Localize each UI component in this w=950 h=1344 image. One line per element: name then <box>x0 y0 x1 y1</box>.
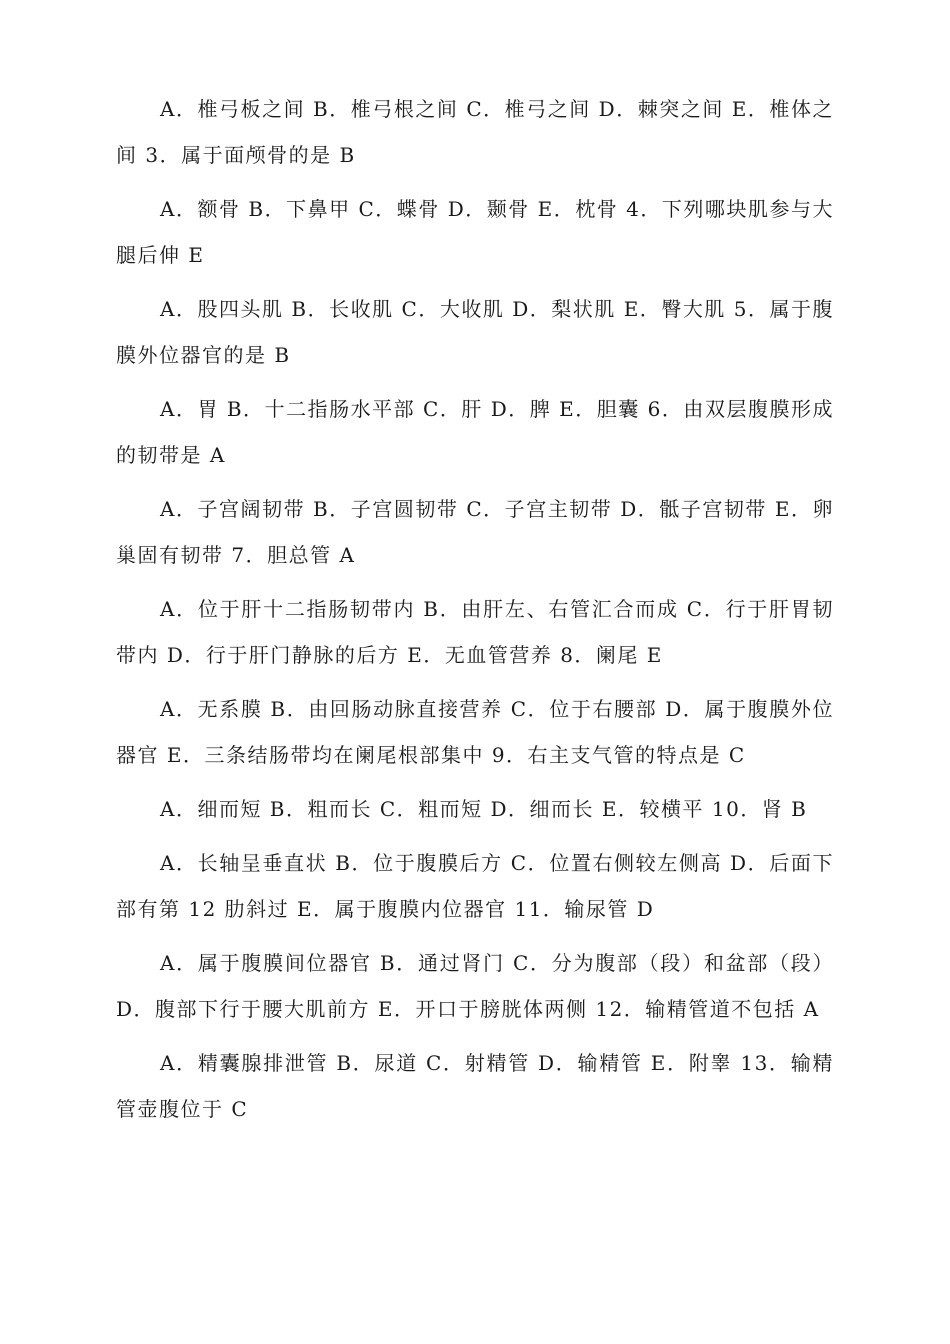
question-paragraph: A．细而短 B．粗而长 C．粗而短 D．细而长 E．较横平 10．肾 B <box>160 797 808 821</box>
question-paragraph: A．子宫阔韧带 B．子宫圆韧带 C．子宫主韧带 D．骶子宫韧带 E．卵巢固有韧带 7．胆总管 A <box>116 497 834 567</box>
document-body <box>116 86 834 1140</box>
question-paragraph: A．精囊腺排泄管 B．尿道 C．射精管 D．输精管 E．附睾 13．输精管壶腹位于 C <box>116 1051 834 1121</box>
question-paragraph: A．无系膜 B．由回肠动脉直接营养 C．位于右腰部 D．属于腹膜外位器官 E．三条结肠带均在阑尾根部集中 9．右主支气管的特点是 C <box>116 697 834 767</box>
question-paragraph: A．长轴呈垂直状 B．位于腹膜后方 C．位置右侧较左侧高 D．后面下部有第 12 肋斜过 E．属于腹膜内位器官 11．输尿管 D <box>116 851 834 921</box>
question-paragraph: A．椎弓板之间 B．椎弓根之间 C．椎弓之间 D．棘突之间 E．椎体之间 3．属于面颅骨的是 B <box>116 97 834 167</box>
question-paragraph: A．属于腹膜间位器官 B．通过肾门 C．分为腹部（段）和盆部（段）D．腹部下行于腰大肌前方 E．开口于膀胱体两侧 12．输精管道不包括 A <box>116 951 834 1021</box>
question-paragraph: A．额骨 B．下鼻甲 C．蝶骨 D．颞骨 E．枕骨 4．下列哪块肌参与大腿后伸 E <box>116 197 834 267</box>
question-paragraph: A．胃 B．十二指肠水平部 C．肝 D．脾 E．胆囊 6．由双层腹膜形成的韧带是 A <box>116 397 834 467</box>
question-paragraph: A．位于肝十二指肠韧带内 B．由肝左、右管汇合而成 C．行于肝胃韧带内 D．行于肝门静脉的后方 E．无血管营养 8．阑尾 E <box>116 597 834 667</box>
question-paragraph: A．股四头肌 B．长收肌 C．大收肌 D．梨状肌 E．臀大肌 5．属于腹膜外位器官的是 B <box>116 297 834 367</box>
